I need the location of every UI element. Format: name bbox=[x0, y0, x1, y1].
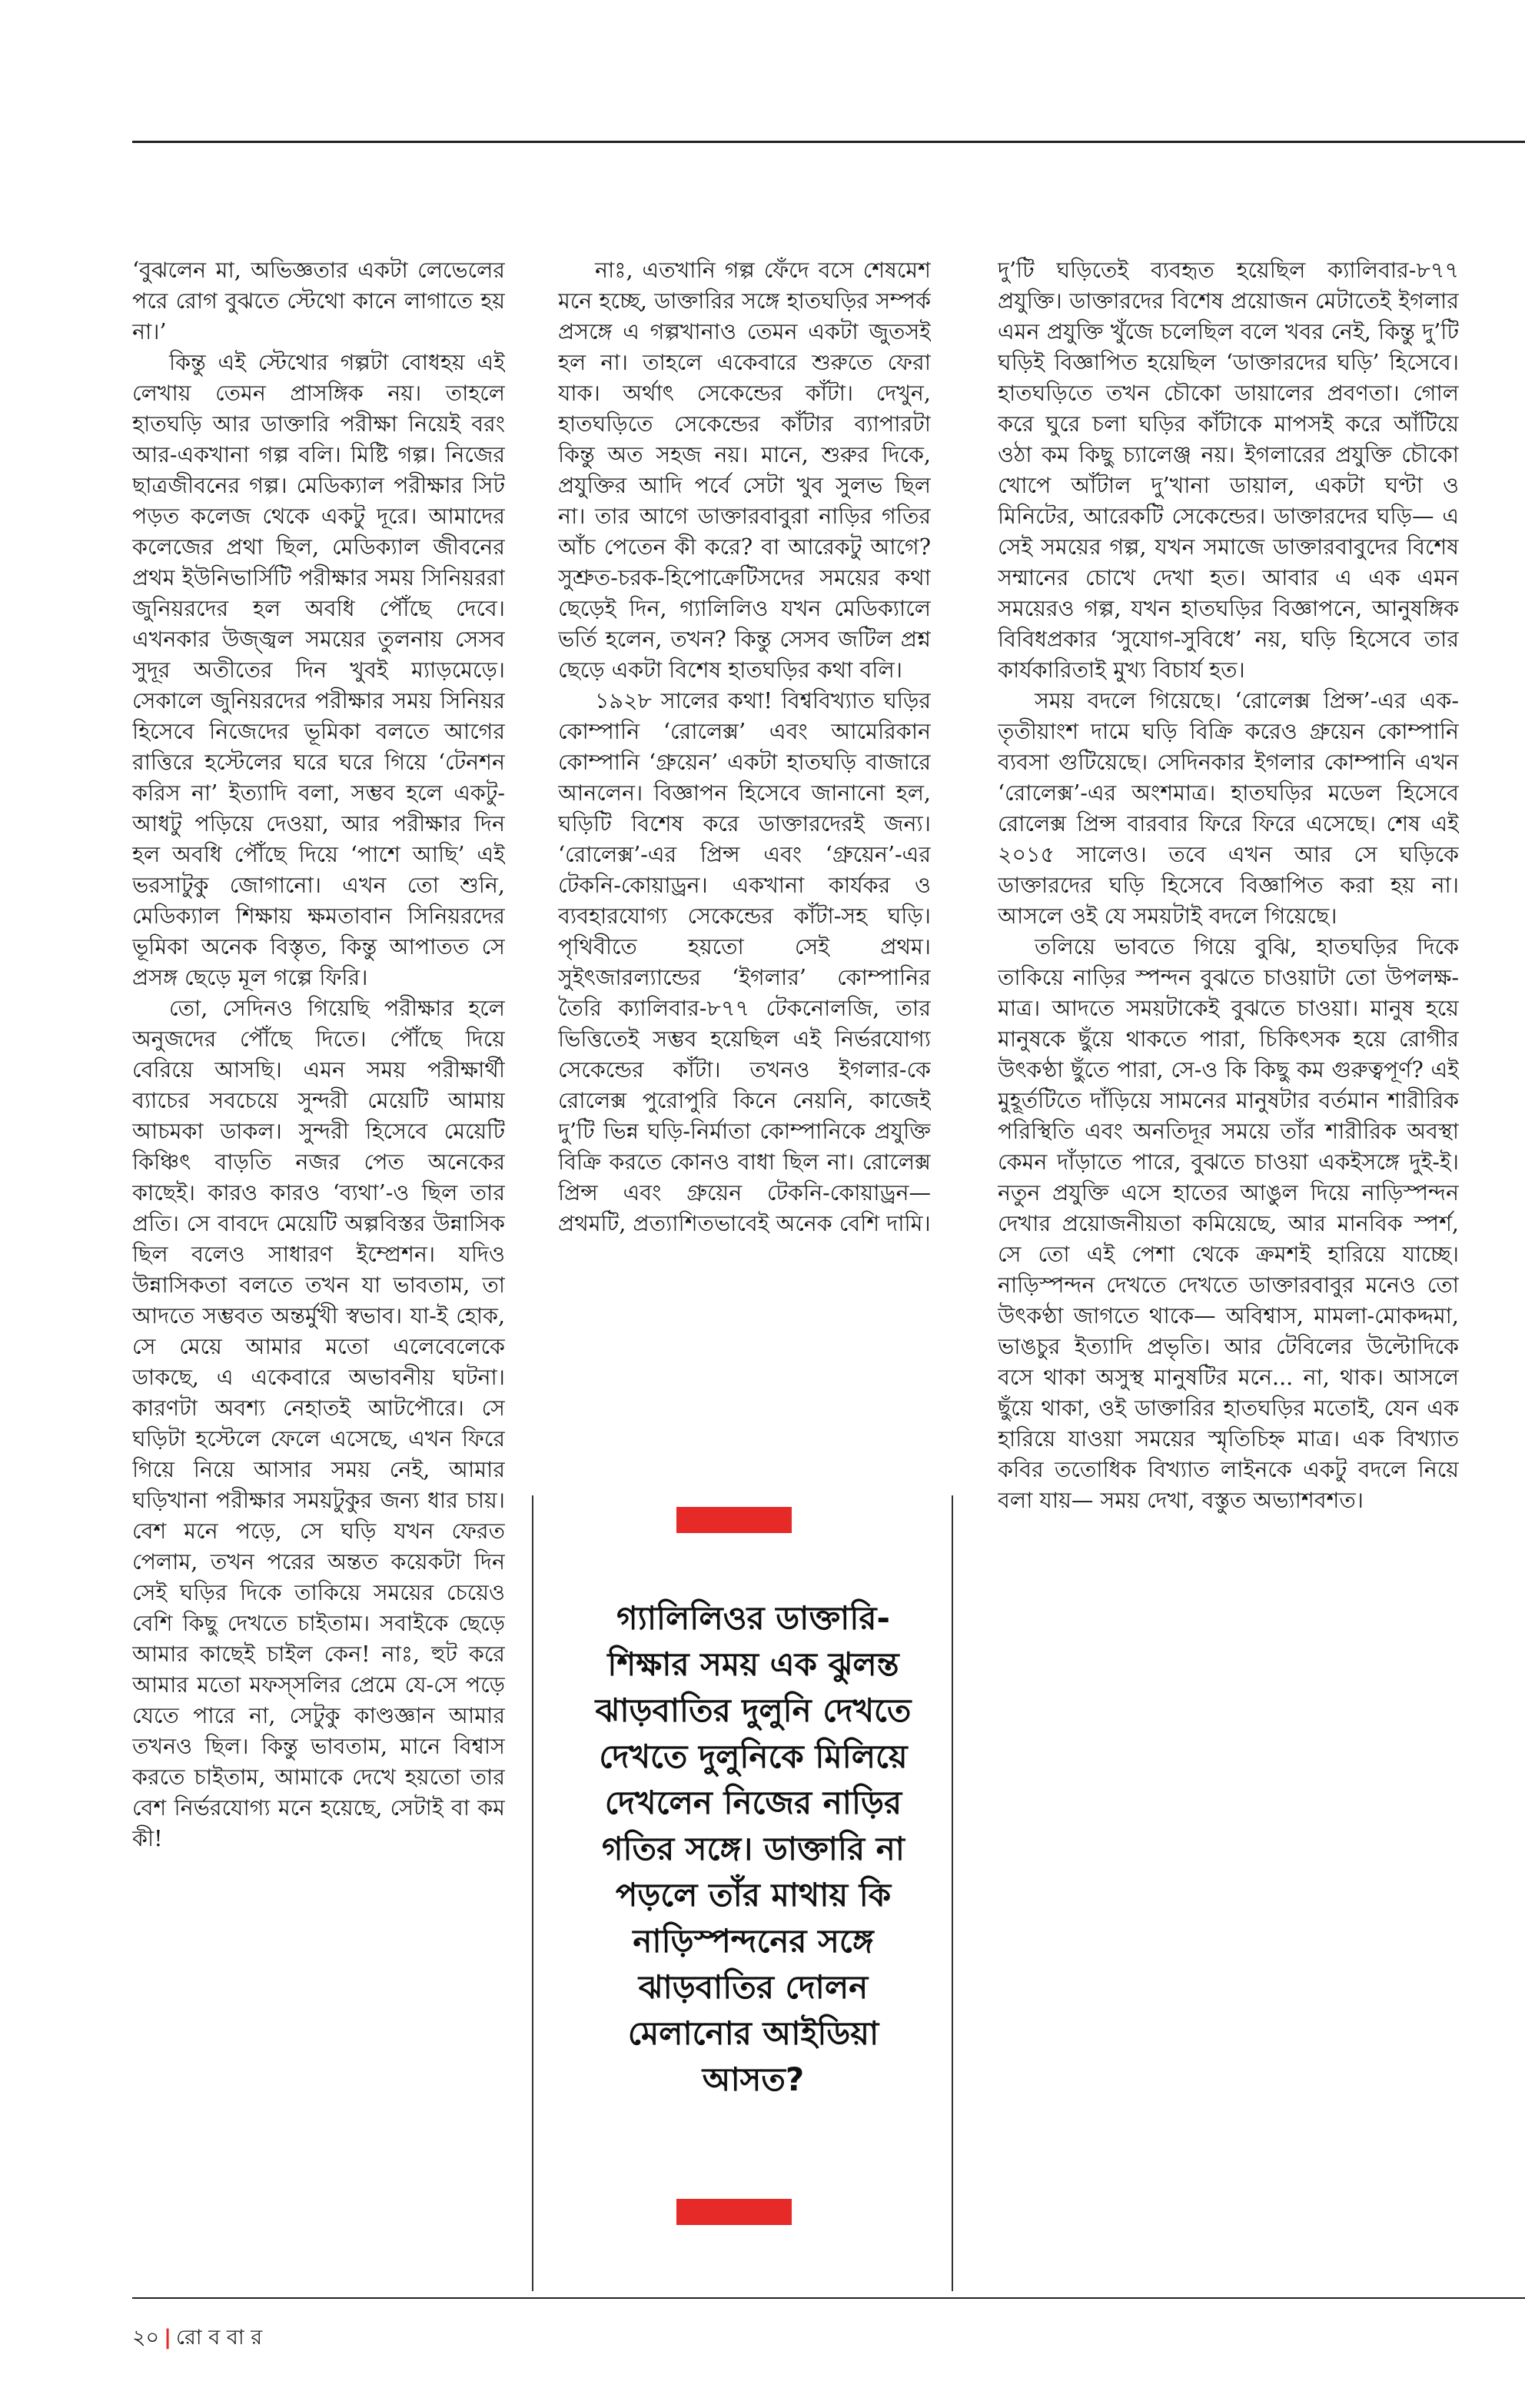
magazine-name: রো ব বা র bbox=[176, 2326, 263, 2350]
paragraph: ‘বুঝলেন মা, অভিজ্ঞতার একটা লেভেলের পরে রোগ বুঝতে স্টেথো কানে লাগাতে হয় না।’ bbox=[132, 258, 505, 344]
pullquote: গ্যালিলিওর ডাক্তারি-শিক্ষার সময় এক ঝুলন্ত ঝাড়বাতির দুলুনি দেখতে দেখতে দুলুনিকে মিলিয়ে দেখলেন নিজের নাড়ির গতির সঙ্গে। ডাক্তারি না পড়লে তাঁর মাথায় কি নাড়িস্পন্দনের সঙ্গে ঝাড়বাতির দোলন মেলানোর আইডিয়া আসত? bbox=[595, 1599, 912, 2098]
footer-separator: | bbox=[164, 2326, 171, 2350]
bottom-rule bbox=[132, 2297, 1525, 2299]
column-divider-left bbox=[532, 1495, 533, 2291]
top-rule bbox=[132, 141, 1525, 143]
pullquote-top-bar bbox=[676, 1507, 792, 1533]
article-column-3 bbox=[998, 255, 1459, 2408]
paragraph: সময় বদলে গিয়েছে। ‘রোলেক্স প্রিন্স’-এর এক-তৃতীয়াংশ দামে ঘড়ি বিক্রি করেও গ্রুয়েন কোম্পানি ব্যবসা গুটিয়েছে। সেদিনকার ইগলার কোম্পানি এখন ‘রোলেক্স’-এর অংশমাত্র। হাতঘড়ির মডেল হিসেবে রোলেক্স প্রিন্স বারবার ফিরে ফিরে এসেছে। শেষ এই ২০১৫ সালেও। তবে এখন আর সে ঘড়িকে ডাক্তারদের ঘড়ি হিসেবে বিজ্ঞাপিত করা হয় না। আসলে ওই যে সময়টাই বদলে গিয়েছে। bbox=[998, 688, 1459, 929]
page-number: ২০ bbox=[132, 2326, 160, 2350]
paragraph: তো, সেদিনও গিয়েছি পরীক্ষার হলে অনুজদের পৌঁছে দিতে। পৌঁছে দিয়ে বেরিয়ে আসছি। এমন সময় পরীক্ষার্থী ব্যাচের সবচেয়ে সুন্দরী মেয়েটি আমায় আচমকা ডাকল। সুন্দরী হিসেবে মেয়েটি কিঞ্চিৎ বাড়তি নজর পেত অনেকের কাছেই। কারও কারও ‘ব্যথা’-ও ছিল তার প্রতি। সে বাবদে মেয়েটি অল্পবিস্তর উন্নাসিক ছিল বলেও সাধারণ ইম্প্রেশন। যদিও উন্নাসিকতা বলতে তখন যা ভাবতাম, তা আদতে সম্ভবত অন্তর্মুখী স্বভাব। যা-ই হোক, সে মেয়ে আমার মতো এলেবেলেকে ডাকছে, এ একেবারে অভাবনীয় ঘটনা। কারণটা অবশ্য নেহাতই আটপৌরে। সে ঘড়িটা হস্টেলে ফেলে এসেছে, এখন ফিরে গিয়ে নিয়ে আসার সময় নেই, আমার ঘড়িখানা পরীক্ষার সময়টুকুর জন্য ধার চায়। বেশ মনে পড়ে, সে ঘড়ি যখন ফেরত পেলাম, তখন পরের অন্তত কয়েকটা দিন সেই ঘড়ির দিকে তাকিয়ে সময়ের চেয়েও বেশি কিছু দেখতে চাইতাম। সবাইকে ছেড়ে আমার কাছেই চাইল কেন! নাঃ, হুট করে আমার মতো মফস্সলির প্রেমে যে-সে পড়ে যেতে পারে না, সেটুকু কাণ্ডজ্ঞান আমার তখনও ছিল। কিন্তু ভাবতাম, মানে বিশ্বাস করতে চাইতাম, আমাকে দেখে হয়তো তার বেশ নির্ভরযোগ্য মনে হয়েছে, সেটাই বা কম কী! bbox=[132, 996, 505, 1851]
pullquote-bottom-bar bbox=[676, 2199, 792, 2225]
paragraph: কিন্তু এই স্টেথোর গল্পটা বোধহয় এই লেখায় তেমন প্রাসঙ্গিক নয়। তাহলে হাতঘড়ি আর ডাক্তারি পরীক্ষা নিয়েই বরং আর-একখানা গল্প বলি। মিষ্টি গল্প। নিজের ছাত্রজীবনের গল্প। মেডিক্যাল পরীক্ষার সিট পড়ত কলেজ থেকে একটু দূরে। আমাদের কলেজের প্রথা ছিল, মেডিক্যাল জীবনের প্রথম ইউনিভার্সিটি পরীক্ষার সময় সিনিয়ররা জুনিয়রদের হল অবধি পৌঁছে দেবে। এখনকার উজ্জ্বল সময়ের তুলনায় সেসব সুদূর অতীতের দিন খুবই ম্যাড়মেড়ে। সেকালে জুনিয়রদের পরীক্ষার সময় সিনিয়র হিসেবে নিজেদের ভূমিকা বলতে আগের রাত্তিরে হস্টেলের ঘরে ঘরে গিয়ে ‘টেনশন করিস না’ ইত্যাদি বলা, সম্ভব হলে একটু-আধটু পড়িয়ে দেওয়া, আর পরীক্ষার দিন হল অবধি পৌঁছে দিয়ে ‘পাশে আছি’ এই ভরসাটুকু জোগানো। এখন তো শুনি, মেডিক্যাল শিক্ষায় ক্ষমতাবান সিনিয়রদের ভূমিকা অনেক বিস্তৃত, কিন্তু আপাতত সে প্রসঙ্গ ছেড়ে মূল গল্পে ফিরি। bbox=[132, 350, 505, 990]
column-divider-right bbox=[952, 1495, 953, 2291]
paragraph: তলিয়ে ভাবতে গিয়ে বুঝি, হাতঘড়ির দিকে তাকিয়ে নাড়ির স্পন্দন বুঝতে চাওয়াটা তো উপলক্ষ-মাত্র। আদতে সময়টাকেই বুঝতে চাওয়া। মানুষ হয়ে মানুষকে ছুঁয়ে থাকতে পারা, চিকিৎসক হয়ে রোগীর উৎকণ্ঠা ছুঁতে পারা, সে-ও কি কিছু কম গুরুত্বপূর্ণ? এই মুহূর্তটিতে দাঁড়িয়ে সামনের মানুষটার বর্তমান শারীরিক পরিস্থিতি এবং অনতিদূর সময়ে তাঁর শারীরিক অবস্থা কেমন দাঁড়াতে পারে, বুঝতে চাওয়া একইসঙ্গে দুই-ই। নতুন প্রযুক্তি এসে হাতের আঙুল দিয়ে নাড়িস্পন্দন দেখার প্রয়োজনীয়তা কমিয়েছে, আর মানবিক স্পর্শ, সে তো এই পেশা থেকে ক্রমশই হারিয়ে যাচ্ছে। নাড়িস্পন্দন দেখতে দেখতে ডাক্তারবাবুর মনেও তো উৎকণ্ঠা জাগতে থাকে— অবিশ্বাস, মামলা-মোকদ্দমা, ভাঙচুর ইত্যাদি প্রভৃতি। আর টেবিলের উল্টোদিকে বসে থাকা অসুস্থ মানুষটির মনে... না, থাক। আসলে ছুঁয়ে থাকা, ওই ডাক্তারির হাতঘড়ির মতোই, যেন এক হারিয়ে যাওয়া সময়ের স্মৃতিচিহ্ন মাত্র। এক বিখ্যাত কবির ততোধিক বিখ্যাত লাইনকে একটু বদলে নিয়ে বলা যায়— সময় দেখা, বস্তুত অভ্যাশবশত। bbox=[998, 934, 1459, 1513]
paragraph: ১৯২৮ সালের কথা! বিশ্ববিখ্যাত ঘড়ির কোম্পানি ‘রোলেক্স’ এবং আমেরিকান কোম্পানি ‘গ্রুয়েন’ একটা হাতঘড়ি বাজারে আনলেন। বিজ্ঞাপন হিসেবে জানানো হল, ঘড়িটি বিশেষ করে ডাক্তারদেরই জন্য। ‘রোলেক্স’-এর প্রিন্স এবং ‘গ্রুয়েন’-এর টেকনি-কোয়াড্রন। একখানা কার্যকর ও ব্যবহারযোগ্য সেকেন্ডের কাঁটা-সহ ঘড়ি। পৃথিবীতে হয়তো সেই প্রথম। সুইৎজারল্যান্ডের ‘ইগলার’ কোম্পানির তৈরি ক্যালিবার-৮৭৭ টেকনোলজি, তার ভিত্তিতেই সম্ভব হয়েছিল এই নির্ভরযোগ্য সেকেন্ডের কাঁটা। তখনও ইগলার-কে রোলেক্স পুরোপুরি কিনে নেয়নি, কাজেই দু’টি ভিন্ন ঘড়ি-নির্মাতা কোম্পানিকে প্রযুক্তি বিক্রি করতে কোনও বাধা ছিল না। রোলেক্স প্রিন্স এবং গ্রুয়েন টেকনি-কোয়াড্রন— প্রথমটি, প্রত্যাশিতভাবেই অনেক বেশি দামি। bbox=[558, 688, 931, 1236]
paragraph: নাঃ, এতখানি গল্প ফেঁদে বসে শেষমেশ মনে হচ্ছে, ডাক্তারির সঙ্গে হাতঘড়ির সম্পর্ক প্রসঙ্গে এ গল্পখানাও তেমন একটা জুতসই হল না। তাহলে একেবারে শুরুতে ফেরা যাক। অর্থাৎ সেকেন্ডের কাঁটা। দেখুন, হাতঘড়িতে সেকেন্ডের কাঁটার ব্যাপারটা কিন্তু অত সহজ নয়। মানে, শুরুর দিকে, প্রযুক্তির আদি পর্বে সেটা খুব সুলভ ছিল না। তার আগে ডাক্তারবাবুরা নাড়ির গতির আঁচ পেতেন কী করে? বা আরেকটু আগে? সুশ্রুত-চরক-হিপোক্রেটিসদের সময়ের কথা ছেড়েই দিন, গ্যালিলিও যখন মেডিক্যালে ভর্তি হলেন, তখন? কিন্তু সেসব জটিল প্রশ্ন ছেড়ে একটা বিশেষ হাতঘড়ির কথা বলি। bbox=[558, 258, 931, 683]
article-column-1 bbox=[132, 255, 505, 2408]
article-column-2 bbox=[558, 255, 931, 1485]
page-footer bbox=[132, 2322, 262, 2356]
paragraph: দু’টি ঘড়িতেই ব্যবহৃত হয়েছিল ক্যালিবার-৮৭৭ প্রযুক্তি। ডাক্তারদের বিশেষ প্রয়োজন মেটাতেই ইগলার এমন প্রযুক্তি খুঁজে চলেছিল বলে খবর নেই, কিন্তু দু’টি ঘড়িই বিজ্ঞাপিত হয়েছিল ‘ডাক্তারদের ঘড়ি’ হিসেবে। হাতঘড়িতে তখন চৌকো ডায়ালের প্রবণতা। গোল করে ঘুরে চলা ঘড়ির কাঁটাকে মাপসই করে আঁটিয়ে ওঠা কম কিছু চ্যালেঞ্জ নয়। ইগলারের প্রযুক্তি চৌকো খোপে আঁটাল দু’খানা ডায়াল, একটা ঘণ্টা ও মিনিটের, আরেকটি সেকেন্ডের। ডাক্তারদের ঘড়ি— এ সেই সময়ের গল্প, যখন সমাজে ডাক্তারবাবুদের বিশেষ সম্মানের চোখে দেখা হত। আবার এ এক এমন সময়েরও গল্প, যখন হাতঘড়ির বিজ্ঞাপনে, আনুষঙ্গিক বিবিধপ্রকার ‘সুযোগ-সুবিধে’ নয়, ঘড়ি হিসেবে তার কার্যকারিতাই মুখ্য বিচার্য হত। bbox=[998, 258, 1459, 683]
